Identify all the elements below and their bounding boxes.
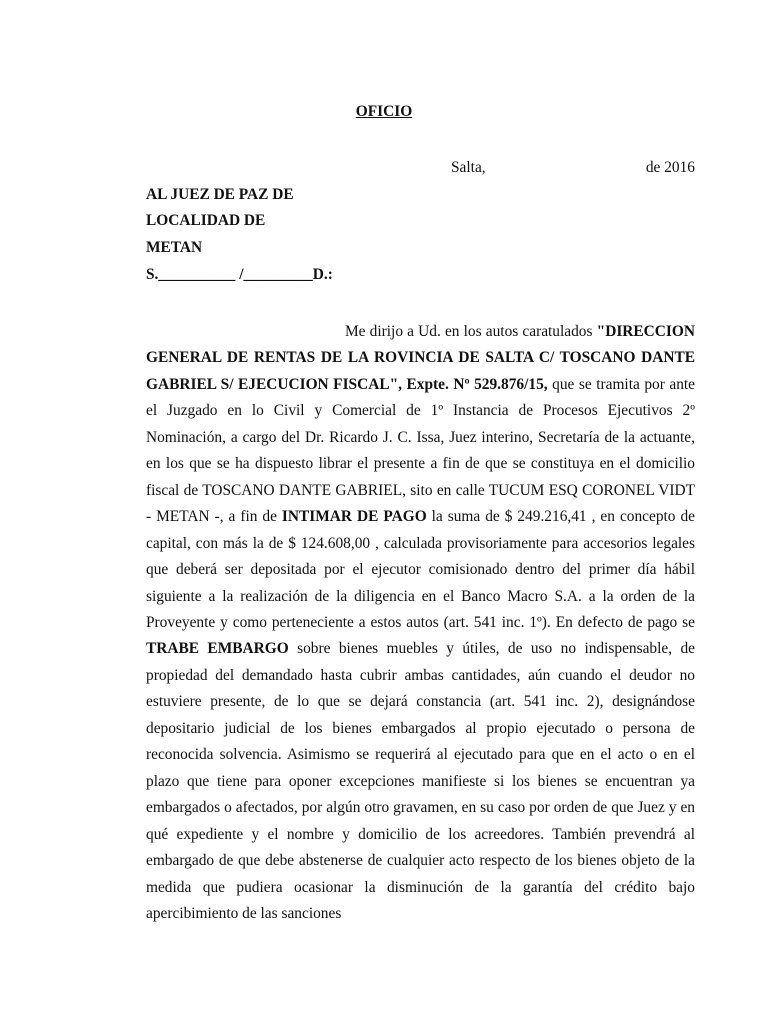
document-title: OFICIO xyxy=(355,103,413,120)
case-title: "DIRECCION GENERAL DE RENTAS DE LA ROVINCIA DE SALTA C/ TOSCANO DANTE GABRIEL S/ EJECUCION FISCAL", Expte. Nº 529.876/15, xyxy=(146,323,695,393)
addressee-line-4: S.__________ /_________D.: xyxy=(146,266,333,283)
date-place: Salta, xyxy=(451,159,486,176)
addressee-line-2: LOCALIDAD DE xyxy=(146,212,266,229)
intimar-de-pago: INTIMAR DE PAGO xyxy=(281,508,427,526)
body-intro: Me dirijo a Ud. en los autos caratulados xyxy=(345,323,597,340)
date-line xyxy=(451,159,695,177)
addressee-line-1: AL JUEZ DE PAZ DE xyxy=(146,186,294,203)
date-year: de 2016 xyxy=(645,159,695,176)
addressee-line-3: METAN xyxy=(146,239,203,256)
body-text-4: sobre bienes muebles y útiles, de uso no indispensable, de propiedad del demandado hasta cubrir ambas cantidades, aún cuando el deudor no estuviere presente, de lo que se dejará constancia (art. 541 inc. 2), designándose depositario judicial de los bienes embargados al propio ejecutado o persona de reconocida solvencia. Asimismo se requerirá al ejecutado para que en el acto o en el plazo que tiene para oponer excepciones manifieste si los bienes se encuentran ya embargados o afectados, por algún otro gravamen, en su caso por orden de que Juez y en qué expediente y el nombre y domicilio de los acreedores. También prevendrá al embargado de que debe abstenerse de cualquier acto respecto de los bienes objeto de la medida que pudiera ocasionar la disminución de la garantía del crédito bajo apercibimiento de las sanciones xyxy=(146,640,695,922)
trabe-embargo: TRABE EMBARGO xyxy=(146,640,289,658)
body-text-3: la suma de $ 249.216,41 , en concepto de capital, con más la de $ 124.608,00 , calculada provisoriamente para accesorios legales que deberá ser depositada por el ejecutor comisionado dentro del primer día hábil siguiente a la realización de la diligencia en el Banco Macro S.A. a la orden de la Proveyente y como perteneciente a estos autos (art. 541 inc. 1º). En defecto de pago se xyxy=(146,508,695,631)
body-text-2: que se tramita por ante el Juzgado en lo Civil y Comercial de 1º Instancia de Procesos Ejecutivos 2º Nominación, a cargo del Dr. Ricardo J. C. Issa, Juez interino, Secretaría de la actuante, en los que se ha dispuesto librar el presente a fin de que se constituya en el domicilio fiscal de TOSCANO DANTE GABRIEL, sito en calle TUCUM ESQ CORONEL VIDT - METAN -, a fin de xyxy=(146,375,695,526)
body-paragraph xyxy=(146,319,695,927)
